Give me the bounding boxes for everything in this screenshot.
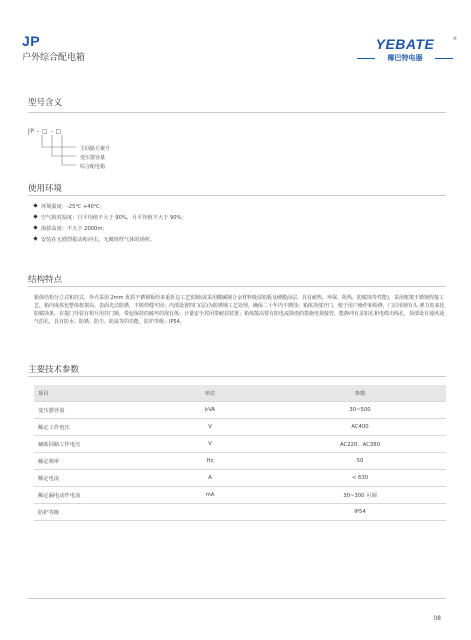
model-code: JP - □ - □ [28, 128, 62, 135]
logo-chinese-name: 椰巴特电器 [387, 54, 423, 62]
column-header: 单位 [146, 385, 274, 402]
structure-paragraph: 箱体结构分立式和挂式，外壳采用 2mm 优质不锈钢板经多重折边工艺密制(或采用酸碱钢合金材料吸湿铝板及硬膜涂层，具有耐热、环保、阻热、防腐蚀等性能)，采用框架不锈钢焊接工艺，箱内成体包整体框架高、表面光洁防锈，不脱焊缝牢固；内部设置四门(层)为防锈钢工艺处理，确保二十年内不锈蚀；箱体顶部开门，便于用户操作和检修，门启用锁有头 弹力密来化防腐蚀条，在提门导装有相互用挂门锁，带起保持的破坏的现有体；计量安全封闭带耐封装置；箱体散高要有防电流降雨的措施电视接管，能静冲有盖铝孔和电缆出线孔，顶部设有通风通气的孔，具有防水、防锈、防尘、防鼠等的功能，防护等级：IP54。 [34, 295, 445, 325]
table-row [34, 419, 446, 436]
table-cell: A [146, 470, 274, 487]
table-row [34, 436, 446, 453]
table-cell: 额定电流 [34, 470, 146, 487]
table-cell: 辅助回路工作电压 [34, 436, 146, 453]
table-cell: 额定工作电压 [34, 419, 146, 436]
table-cell: 变压器容量 [34, 402, 146, 419]
table-row [34, 470, 446, 487]
table-cell: kVA [146, 402, 274, 419]
bullet-diamond-icon [33, 236, 37, 240]
brand-logo [357, 36, 457, 66]
section-divider [28, 286, 446, 287]
tech-section-title: 主要技术参数 [28, 365, 80, 375]
leader-line-2 [52, 135, 76, 156]
page-title: JP [22, 33, 41, 49]
section-divider [28, 376, 446, 377]
model-section-title: 型号含义 [28, 98, 63, 108]
table-row [34, 402, 446, 419]
structure-section-title: 结构特点 [28, 275, 63, 285]
table-cell: 防护等级 [34, 504, 146, 521]
model-desc-item: 变压器容量 [80, 155, 106, 161]
table-row [34, 504, 446, 521]
table-cell: 额定频率 [34, 453, 146, 470]
table-cell: Hz [146, 453, 274, 470]
page-subtitle: 户外综合配电箱 [22, 53, 86, 63]
environment-item: 安装在无剧烈振动和冲击、无腐蚀性气体的场所。 [34, 236, 155, 243]
table-row [34, 487, 446, 504]
table-cell: AC400 [274, 419, 446, 436]
environment-item: 海拔高度：不大于 2000m； [34, 225, 108, 232]
table-cell: 30~500 [274, 402, 446, 419]
section-divider [28, 195, 446, 196]
column-header: 参数 [274, 385, 446, 402]
tech-params-table [34, 385, 446, 521]
table-header-row [34, 385, 446, 402]
table-cell: 50 [274, 453, 446, 470]
table-cell: V [146, 436, 274, 453]
table-cell: 额定漏电动作电流 [34, 487, 146, 504]
logo-wordmark: YEBATE [375, 36, 435, 52]
table-cell [146, 504, 274, 521]
environment-section-title: 使用环境 [28, 184, 63, 194]
logo-registered-mark: ® [453, 36, 457, 41]
logo-rule-right [435, 58, 453, 59]
table-cell: AC220、AC380 [274, 436, 446, 453]
leader-line-3 [42, 135, 76, 147]
table-cell: V [146, 419, 274, 436]
bullet-diamond-icon [33, 203, 37, 207]
model-desc-item: 主回路方案号 [80, 146, 111, 152]
bullet-diamond-icon [33, 214, 37, 218]
table-cell: 30~300 可调 [274, 487, 446, 504]
model-desc-item: 综合配电箱 [80, 164, 106, 170]
table-cell: IP54 [274, 504, 446, 521]
page-number: 08 [433, 615, 441, 622]
bullet-diamond-icon [33, 225, 37, 229]
table-cell: < 630 [274, 470, 446, 487]
leader-line-1 [62, 135, 76, 165]
table-row [34, 453, 446, 470]
environment-item: 空气相对湿度：日平均值不大于 90%，月平均值不大于 90%； [34, 214, 187, 221]
table-cell: mA [146, 487, 274, 504]
environment-item: 环境温度：-25℃ +40℃； [34, 203, 105, 210]
footer-divider [28, 598, 446, 599]
column-header: 项目 [34, 385, 146, 402]
section-divider [28, 112, 446, 113]
